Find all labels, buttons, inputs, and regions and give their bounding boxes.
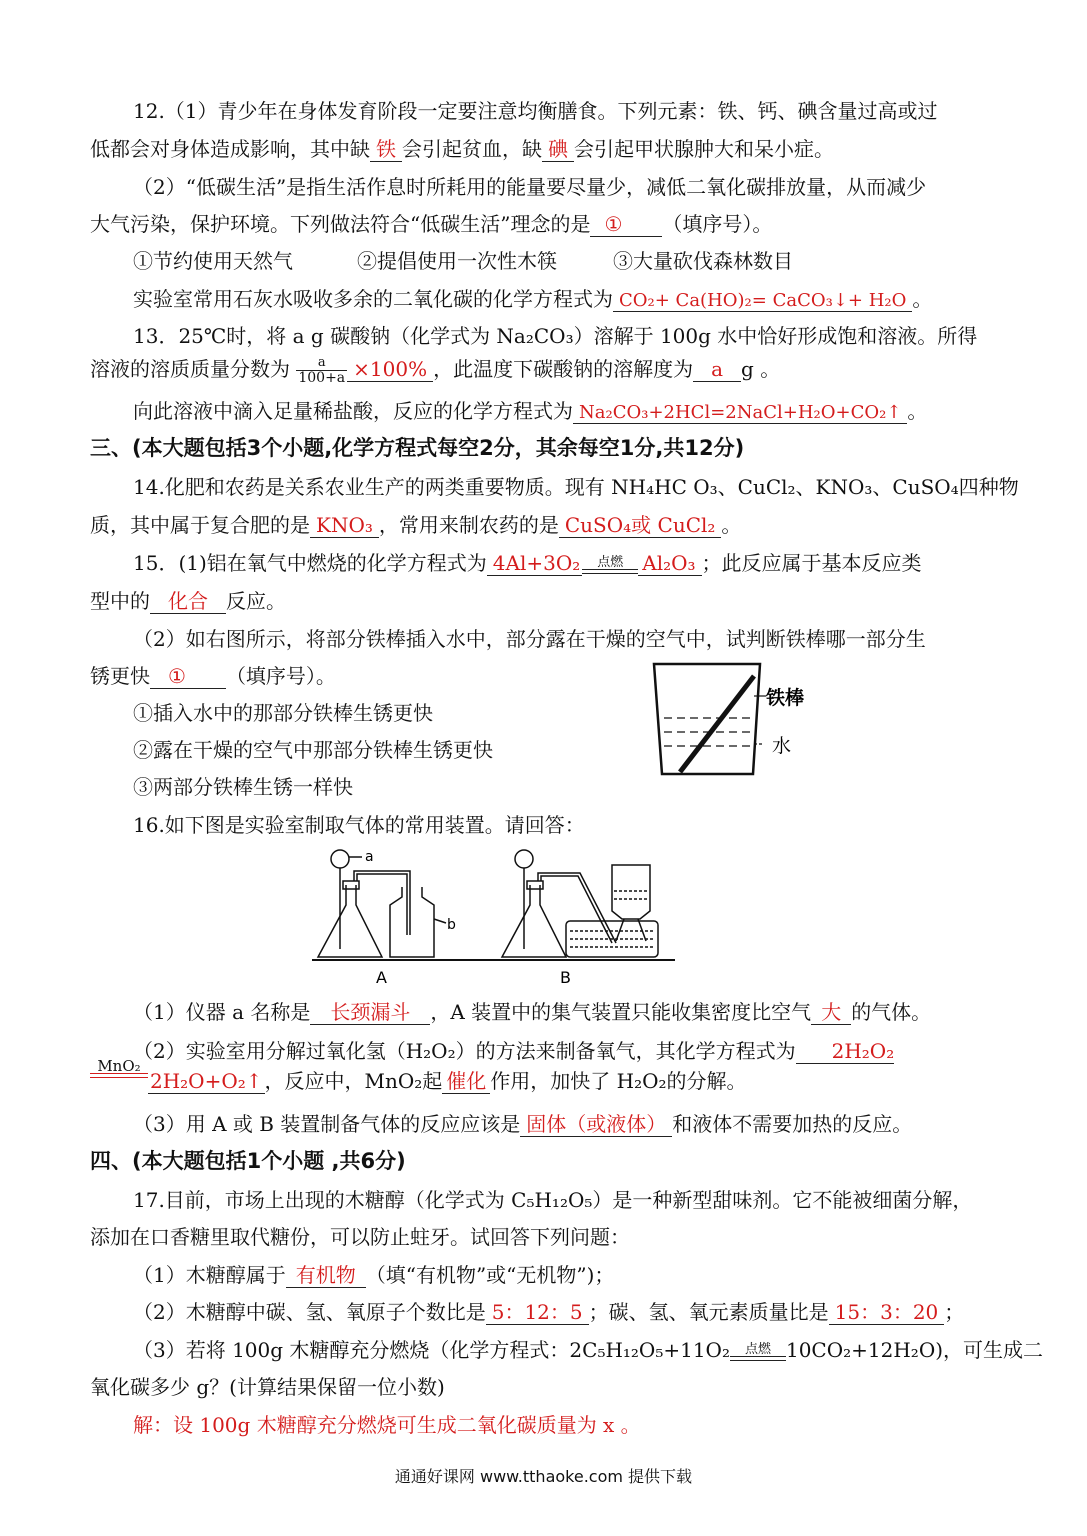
beaker-figure bbox=[650, 660, 820, 780]
answer-instrument-name: 长颈漏斗 bbox=[310, 1000, 430, 1025]
label-b: b bbox=[447, 917, 456, 933]
condition-ignite-2: 点燃 bbox=[730, 1343, 786, 1361]
answer-reaction-type: 化合 bbox=[150, 589, 226, 614]
apparatus-figure bbox=[310, 845, 680, 990]
answer-mass-ratio: 15：3：20 bbox=[829, 1300, 945, 1325]
mass-fraction-formula: $\frac{a}{100+a}$ bbox=[298, 355, 346, 386]
q15-option2: ②露在干燥的空气中那部分铁棒生锈更快 bbox=[133, 738, 493, 762]
q13-line3: 向此溶液中滴入足量稀盐酸，反应的化学方程式为 Na₂CO₃+2HCl=2NaCl+H₂O+CO₂↑ 。 bbox=[133, 399, 928, 423]
label-a: a bbox=[365, 849, 374, 865]
q15-line1: 15．(1)铝在氧气中燃烧的化学方程式为 4Al+3O₂ 点燃 Al₂O₃ ；此反应属于基本反应类 bbox=[133, 551, 922, 575]
q17-line1: 17.目前，市场上出现的木糖醇（化学式为 C₅H₁₂O₅）是一种新型甜味剂。它不能被细菌分解， bbox=[133, 1188, 973, 1212]
answer-al-equation-right: Al₂O₃ bbox=[638, 551, 701, 576]
q12-line4: 大气污染，保护环境。下列做法符合“低碳生活”理念的是 ① （填序号）。 bbox=[90, 212, 773, 236]
q15-line2: 型中的 化合 反应。 bbox=[90, 589, 286, 613]
answer-al-equation-left: 4Al+3O₂ bbox=[487, 551, 582, 576]
q13-line2: 溶液的溶质质量分数为 $\frac{a}{100+a}$ ×100% ，此温度下碳酸钠的溶解度为 a g 。 bbox=[90, 355, 781, 386]
answer-iron: 铁 bbox=[370, 137, 402, 162]
q15-line3: （2）如右图所示，将部分铁棒插入水中，部分露在干燥的空气中，试判断铁棒哪一部分生 bbox=[133, 627, 926, 651]
condition-ignite: 点燃 bbox=[582, 556, 638, 574]
answer-h2o2-equation-left: 2H₂O₂ bbox=[796, 1039, 895, 1064]
answer-percent: ×100% bbox=[347, 357, 433, 382]
q17-line3: （1）木糖醇属于 有机物 （填“有机物”或“无机物”)； bbox=[133, 1263, 615, 1287]
q12-options: ①节约使用天然气 ②提倡使用一次性木筷 ③大量砍伐森林数目 bbox=[133, 249, 793, 273]
q14-line2: 质，其中属于复合肥的是 KNO₃ ，常用来制农药的是 CuSO₄或 CuCl₂ 。 bbox=[90, 513, 742, 537]
q16-line2: （1）仪器 a 名称是 长颈漏斗 ，A 装置中的集气装置只能收集密度比空气 大 的气体。 bbox=[133, 1000, 932, 1024]
q12-line1: 12.（1）青少年在身体发育阶段一定要注意均衡膳食。下列元素：铁、钙、碘含量过高或过 bbox=[133, 99, 938, 123]
section-3-heading: 三、(本大题包括3个小题,化学方程式每空2分，其余每空1分,共12分) bbox=[90, 436, 745, 460]
q17-line4: （2）木糖醇中碳、氢、氧原子个数比是 5：12：5 ；碳、氢、氧元素质量比是 15：3：20 ； bbox=[133, 1300, 965, 1324]
q12-line3: （2）“低碳生活”是指生活作息时所耗用的能量要尽量少，减低二氧化碳排放量，从而减少 bbox=[133, 175, 927, 199]
q16-line4: MnO₂ 2H₂O+O₂↑ ，反应中，MnO₂起 催化 作用，加快了 H₂O₂的分解。 bbox=[90, 1068, 747, 1094]
label-iron-rod: 铁棒 bbox=[766, 687, 805, 709]
footer: 通通好课网 www.tthaoke.com 提供下载 bbox=[394, 1467, 693, 1486]
q16-line1: 16.如下图是实验室制取气体的常用装置。请回答： bbox=[133, 813, 585, 837]
q12-line2: 低都会对身体造成影响，其中缺 铁 会引起贫血，缺 碘 会引起甲状腺肿大和呆小症。 bbox=[90, 137, 834, 161]
answer-lowcarbon: ① bbox=[590, 212, 662, 237]
q17-line5: （3）若将 100g 木糖醇充分燃烧（化学方程式：2C₅H₁₂O₅+11O₂ 点燃 10CO₂+12H₂O)，可生成二 bbox=[133, 1338, 1044, 1362]
label-A: A bbox=[376, 968, 387, 987]
q17-solution: 解：设 100g 木糖醇充分燃烧可生成二氧化碳质量为 x 。 bbox=[133, 1413, 641, 1437]
q15-option1: ①插入水中的那部分铁棒生锈更快 bbox=[133, 701, 433, 725]
answer-iodine: 碘 bbox=[542, 137, 574, 162]
answer-h2o2-equation-right: 2H₂O+O₂↑ bbox=[150, 1069, 263, 1093]
condition-mno2: MnO₂ bbox=[90, 1060, 148, 1078]
q15-line4: 锈更快 ① （填序号）。 bbox=[90, 664, 336, 688]
answer-catalyst-role: 催化 bbox=[442, 1069, 490, 1094]
answer-hcl-equation: Na₂CO₃+2HCl=2NaCl+H₂O+CO₂↑ bbox=[573, 402, 907, 424]
q13-line1: 13．25℃时，将 a g 碳酸钠（化学式为 Na₂CO₃）溶解于 100g 水中恰好形成饱和溶液。所得 bbox=[133, 324, 978, 348]
answer-reactant-state: 固体（或液体） bbox=[520, 1112, 672, 1137]
q15-option3: ③两部分铁棒生锈一样快 bbox=[133, 775, 353, 799]
q16-line5: （3）用 A 或 B 装置制备气体的反应应该是 固体（或液体） 和液体不需要加热的反应。 bbox=[133, 1112, 913, 1136]
answer-organic: 有机物 bbox=[286, 1263, 366, 1288]
section-4-heading: 四、(本大题包括1个小题 ,共6分) bbox=[90, 1149, 406, 1173]
answer-limewater-equation: CO₂+ Ca(HO)₂= CaCO₃↓+ H₂O bbox=[613, 290, 912, 312]
label-water: 水 bbox=[772, 735, 792, 757]
answer-compound-fertilizer: KNO₃ bbox=[310, 513, 379, 538]
q16-line3: （2）实验室用分解过氧化氢（H₂O₂）的方法来制备氧气，其化学方程式为 2H₂O₂ bbox=[133, 1039, 895, 1063]
answer-pesticide: CuSO₄或 CuCl₂ bbox=[559, 513, 722, 538]
answer-rust: ① bbox=[150, 664, 226, 689]
answer-density: 大 bbox=[811, 1000, 851, 1025]
q17-line6: 氧化碳多少 g？(计算结果保留一位小数) bbox=[90, 1375, 445, 1399]
answer-atom-ratio: 5：12：5 bbox=[486, 1300, 589, 1325]
q12-line6: 实验室常用石灰水吸收多余的二氧化碳的化学方程式为 CO₂+ Ca(HO)₂= CaCO₃↓+ H₂O 。 bbox=[133, 287, 933, 311]
answer-solubility: a bbox=[693, 357, 741, 382]
label-B: B bbox=[560, 968, 571, 987]
q14-line1: 14.化肥和农药是关系农业生产的两类重要物质。现有 NH₄HC O₃、CuCl₂、KNO₃、CuSO₄四种物 bbox=[133, 475, 1019, 499]
q17-line2: 添加在口香糖里取代糖份，可以防止蛀牙。试回答下列问题： bbox=[90, 1225, 630, 1249]
